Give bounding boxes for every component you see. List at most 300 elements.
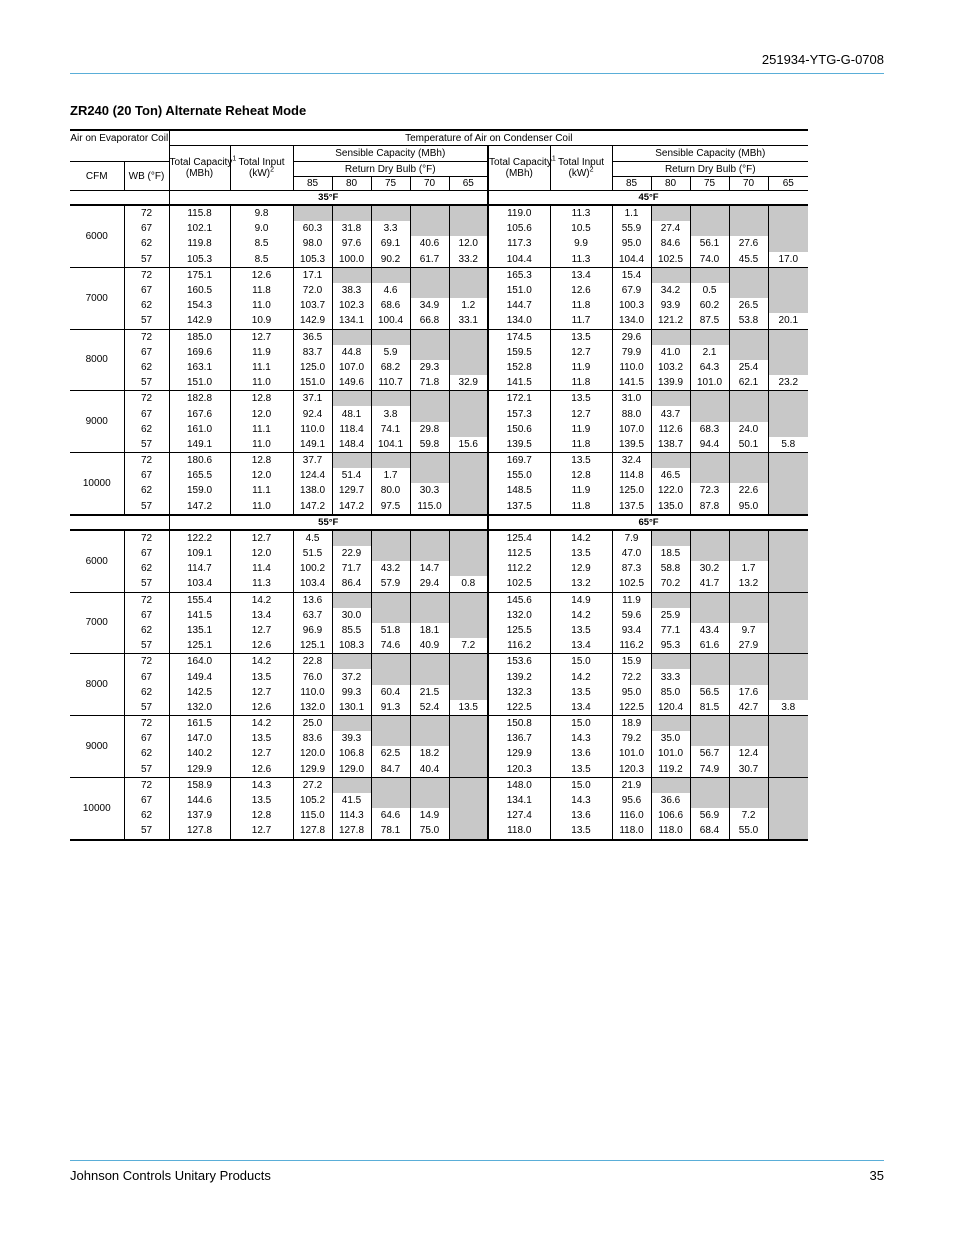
wb-cell: 57 <box>124 762 169 778</box>
sensible-capacity-cell: 44.8 <box>332 345 371 360</box>
sensible-capacity-cell: 116.0 <box>612 808 651 823</box>
sensible-capacity-cell: 72.3 <box>690 483 729 498</box>
sensible-capacity-cell: 29.4 <box>410 576 449 592</box>
sensible-capacity-cell: 91.3 <box>371 700 410 716</box>
wb-cell: 67 <box>124 345 169 360</box>
sensible-capacity-cell: 95.6 <box>612 793 651 808</box>
sensible-capacity-cell: 30.0 <box>332 608 371 623</box>
total-input-cell: 13.5 <box>550 453 612 469</box>
sensible-capacity-cell <box>768 731 808 746</box>
wb-cell: 57 <box>124 437 169 453</box>
sensible-capacity-cell <box>371 205 410 221</box>
total-capacity-cell: 119.8 <box>169 236 230 251</box>
sensible-capacity-cell <box>729 329 768 345</box>
total-capacity-cell: 105.3 <box>169 252 230 268</box>
sensible-capacity-cell: 93.4 <box>612 623 651 638</box>
sensible-capacity-cell <box>332 205 371 221</box>
total-input-cell: 14.2 <box>550 608 612 623</box>
sensible-capacity-cell: 141.5 <box>612 375 651 391</box>
sensible-capacity-cell: 151.0 <box>293 375 332 391</box>
table-row <box>70 746 808 761</box>
sensible-capacity-cell: 102.3 <box>332 298 371 313</box>
right-total-capacity-header: Total Capacity$^1$ (MBh) <box>488 146 550 191</box>
wb-cell: 62 <box>124 561 169 576</box>
sensible-capacity-cell: 24.0 <box>729 422 768 437</box>
total-input-cell: 12.6 <box>230 762 293 778</box>
total-input-cell: 11.9 <box>550 483 612 498</box>
sensible-capacity-cell: 7.2 <box>729 808 768 823</box>
total-capacity-cell: 147.0 <box>169 731 230 746</box>
table-row <box>70 654 808 670</box>
sensible-capacity-cell <box>410 777 449 793</box>
sensible-capacity-cell: 97.6 <box>332 236 371 251</box>
sensible-capacity-cell <box>690 530 729 546</box>
sensible-capacity-cell: 3.8 <box>768 700 808 716</box>
total-input-cell: 11.8 <box>550 298 612 313</box>
total-capacity-cell: 141.5 <box>169 608 230 623</box>
sensible-capacity-cell: 1.7 <box>729 561 768 576</box>
table-row <box>70 375 808 391</box>
total-input-cell: 11.3 <box>550 252 612 268</box>
sensible-capacity-cell: 124.4 <box>293 468 332 483</box>
sensible-capacity-cell <box>410 546 449 561</box>
total-capacity-cell: 169.7 <box>488 453 550 469</box>
db-col-header: 85 <box>612 177 651 191</box>
total-capacity-cell: 103.4 <box>169 576 230 592</box>
sensible-capacity-cell: 83.6 <box>293 731 332 746</box>
sensible-capacity-cell: 78.1 <box>371 823 410 839</box>
sensible-capacity-cell <box>690 406 729 421</box>
sensible-capacity-cell: 38.3 <box>332 283 371 298</box>
total-input-cell: 11.9 <box>230 345 293 360</box>
wb-cell: 62 <box>124 746 169 761</box>
sensible-capacity-cell: 80.0 <box>371 483 410 498</box>
sensible-capacity-cell: 69.1 <box>371 236 410 251</box>
sensible-capacity-cell: 25.0 <box>293 716 332 732</box>
sensible-capacity-cell <box>371 608 410 623</box>
sensible-capacity-cell: 139.9 <box>651 375 690 391</box>
sensible-capacity-cell: 92.4 <box>293 406 332 421</box>
sensible-capacity-cell: 37.2 <box>332 669 371 684</box>
wb-cell: 72 <box>124 267 169 283</box>
sensible-capacity-cell: 129.7 <box>332 483 371 498</box>
sensible-capacity-cell <box>371 530 410 546</box>
sensible-capacity-cell: 86.4 <box>332 576 371 592</box>
sensible-capacity-cell: 102.5 <box>612 576 651 592</box>
sensible-capacity-cell: 107.0 <box>332 360 371 375</box>
sensible-capacity-cell: 57.9 <box>371 576 410 592</box>
sensible-capacity-cell: 134.1 <box>332 313 371 329</box>
sensible-capacity-cell <box>449 468 488 483</box>
sensible-capacity-cell: 14.7 <box>410 561 449 576</box>
sensible-capacity-cell: 40.9 <box>410 638 449 654</box>
sensible-capacity-cell: 83.7 <box>293 345 332 360</box>
sensible-capacity-cell: 106.8 <box>332 746 371 761</box>
total-input-cell: 11.1 <box>230 360 293 375</box>
sensible-capacity-cell: 15.6 <box>449 437 488 453</box>
total-capacity-cell: 122.5 <box>488 700 550 716</box>
sensible-capacity-cell <box>410 530 449 546</box>
total-capacity-cell: 157.3 <box>488 406 550 421</box>
sensible-capacity-cell <box>449 530 488 546</box>
cfm-cell: 6000 <box>70 530 124 592</box>
wb-cell: 67 <box>124 793 169 808</box>
sensible-capacity-cell: 134.0 <box>612 313 651 329</box>
sensible-capacity-cell <box>332 530 371 546</box>
sensible-capacity-cell: 96.9 <box>293 623 332 638</box>
wb-cell: 67 <box>124 731 169 746</box>
wb-cell: 72 <box>124 716 169 732</box>
table-row <box>70 700 808 716</box>
page-number: 35 <box>869 1168 884 1183</box>
sensible-capacity-cell <box>768 205 808 221</box>
table-row <box>70 608 808 623</box>
sensible-capacity-cell <box>690 669 729 684</box>
sensible-capacity-cell: 13.5 <box>449 700 488 716</box>
total-input-cell: 14.3 <box>550 731 612 746</box>
total-input-cell: 13.5 <box>230 793 293 808</box>
sensible-capacity-cell: 5.9 <box>371 345 410 360</box>
sensible-capacity-cell <box>371 546 410 561</box>
sensible-capacity-cell: 37.7 <box>293 453 332 469</box>
total-capacity-cell: 102.1 <box>169 221 230 236</box>
sensible-capacity-cell: 60.3 <box>293 221 332 236</box>
sensible-capacity-cell <box>729 453 768 469</box>
sensible-capacity-cell: 2.1 <box>690 345 729 360</box>
wb-cell: 72 <box>124 777 169 793</box>
air-on-evaporator-spacer <box>70 146 169 162</box>
db-col-header: 80 <box>332 177 371 191</box>
sensible-capacity-cell: 37.1 <box>293 391 332 407</box>
sensible-capacity-cell <box>768 623 808 638</box>
db-col-header: 65 <box>768 177 808 191</box>
sensible-capacity-cell: 87.3 <box>612 561 651 576</box>
total-capacity-cell: 174.5 <box>488 329 550 345</box>
sensible-capacity-cell <box>690 468 729 483</box>
left-total-input-header: Total Input (kW)$^2$ <box>230 146 293 191</box>
sensible-capacity-cell: 100.0 <box>332 252 371 268</box>
sensible-capacity-cell <box>410 793 449 808</box>
total-input-cell: 9.9 <box>550 236 612 251</box>
sensible-capacity-cell <box>690 592 729 608</box>
sensible-capacity-cell: 97.5 <box>371 499 410 515</box>
sensible-capacity-cell <box>449 762 488 778</box>
sensible-capacity-cell <box>332 716 371 732</box>
sensible-capacity-cell <box>690 777 729 793</box>
total-capacity-cell: 112.5 <box>488 546 550 561</box>
sensible-capacity-cell <box>332 453 371 469</box>
sensible-capacity-cell <box>768 608 808 623</box>
sensible-capacity-cell: 88.0 <box>612 406 651 421</box>
total-input-cell: 14.2 <box>550 530 612 546</box>
sensible-capacity-cell: 3.8 <box>371 406 410 421</box>
total-capacity-cell: 102.5 <box>488 576 550 592</box>
wb-cell: 67 <box>124 468 169 483</box>
sensible-capacity-cell <box>690 546 729 561</box>
sensible-capacity-cell: 122.0 <box>651 483 690 498</box>
total-capacity-cell: 165.3 <box>488 267 550 283</box>
sensible-capacity-cell: 18.2 <box>410 746 449 761</box>
sensible-capacity-cell <box>449 592 488 608</box>
sensible-capacity-cell: 62.5 <box>371 746 410 761</box>
sensible-capacity-cell: 22.9 <box>332 546 371 561</box>
section-header-row <box>70 515 808 530</box>
total-capacity-cell: 147.2 <box>169 499 230 515</box>
sensible-capacity-cell <box>768 592 808 608</box>
table-row <box>70 453 808 469</box>
sensible-capacity-cell: 116.2 <box>612 638 651 654</box>
total-capacity-cell: 120.3 <box>488 762 550 778</box>
sensible-capacity-cell: 9.7 <box>729 623 768 638</box>
sensible-capacity-cell: 149.6 <box>332 375 371 391</box>
sensible-capacity-cell: 75.0 <box>410 823 449 839</box>
sensible-capacity-cell: 106.6 <box>651 808 690 823</box>
total-input-cell: 13.4 <box>550 700 612 716</box>
sensible-capacity-cell: 138.0 <box>293 483 332 498</box>
table-row <box>70 546 808 561</box>
total-capacity-cell: 155.0 <box>488 468 550 483</box>
sensible-capacity-cell <box>729 205 768 221</box>
sensible-capacity-cell: 101.0 <box>651 746 690 761</box>
total-capacity-cell: 151.0 <box>169 375 230 391</box>
wb-cell: 57 <box>124 499 169 515</box>
sensible-capacity-cell <box>729 793 768 808</box>
sensible-capacity-cell <box>410 391 449 407</box>
wb-cell: 67 <box>124 546 169 561</box>
wb-cell: 57 <box>124 700 169 716</box>
wb-cell: 62 <box>124 236 169 251</box>
total-capacity-cell: 151.0 <box>488 283 550 298</box>
sensible-capacity-cell: 20.1 <box>768 313 808 329</box>
sensible-capacity-cell <box>449 283 488 298</box>
sensible-capacity-cell <box>371 592 410 608</box>
sensible-capacity-cell: 22.8 <box>293 654 332 670</box>
sensible-capacity-cell <box>729 283 768 298</box>
sensible-capacity-cell <box>651 716 690 732</box>
total-input-cell: 14.2 <box>550 669 612 684</box>
total-input-cell: 12.7 <box>230 623 293 638</box>
total-input-cell: 12.8 <box>230 453 293 469</box>
footer-rule <box>70 1160 884 1161</box>
total-input-cell: 11.8 <box>550 437 612 453</box>
sensible-capacity-cell: 87.5 <box>690 313 729 329</box>
sensible-capacity-cell <box>768 483 808 498</box>
sensible-capacity-cell: 50.1 <box>729 437 768 453</box>
sensible-capacity-cell <box>768 360 808 375</box>
sensible-capacity-cell <box>768 499 808 515</box>
sensible-capacity-cell: 74.9 <box>690 762 729 778</box>
sensible-capacity-cell: 43.7 <box>651 406 690 421</box>
sensible-capacity-cell: 29.6 <box>612 329 651 345</box>
sensible-capacity-cell: 35.0 <box>651 731 690 746</box>
total-capacity-cell: 144.6 <box>169 793 230 808</box>
sensible-capacity-cell: 32.9 <box>449 375 488 391</box>
sensible-capacity-cell <box>729 669 768 684</box>
total-capacity-cell: 135.1 <box>169 623 230 638</box>
sensible-capacity-cell: 42.7 <box>729 700 768 716</box>
sensible-capacity-cell <box>729 592 768 608</box>
sensible-capacity-cell <box>690 654 729 670</box>
total-input-cell: 12.6 <box>230 638 293 654</box>
total-input-cell: 12.0 <box>230 546 293 561</box>
sensible-capacity-cell: 114.3 <box>332 808 371 823</box>
total-capacity-cell: 161.5 <box>169 716 230 732</box>
total-capacity-cell: 136.7 <box>488 731 550 746</box>
total-input-cell: 15.0 <box>550 716 612 732</box>
sensible-capacity-cell <box>690 329 729 345</box>
sensible-capacity-cell <box>651 777 690 793</box>
wb-cell: 67 <box>124 406 169 421</box>
sensible-capacity-cell <box>768 561 808 576</box>
total-input-cell: 14.2 <box>230 592 293 608</box>
total-input-cell: 11.1 <box>230 422 293 437</box>
sensible-capacity-cell <box>449 267 488 283</box>
sensible-capacity-cell: 61.7 <box>410 252 449 268</box>
condenser-temp-label: 45°F <box>488 191 808 206</box>
sensible-capacity-cell: 76.0 <box>293 669 332 684</box>
sensible-capacity-cell <box>449 345 488 360</box>
sensible-capacity-cell <box>410 345 449 360</box>
total-capacity-cell: 125.4 <box>488 530 550 546</box>
sensible-capacity-cell <box>768 406 808 421</box>
table-row <box>70 561 808 576</box>
db-col-header: 70 <box>410 177 449 191</box>
db-col-header: 70 <box>729 177 768 191</box>
sensible-capacity-cell <box>729 546 768 561</box>
sensible-capacity-cell: 108.3 <box>332 638 371 654</box>
sensible-capacity-cell <box>768 576 808 592</box>
wb-cell: 67 <box>124 608 169 623</box>
sensible-capacity-cell: 85.0 <box>651 685 690 700</box>
header-rule <box>70 73 884 74</box>
table-row <box>70 468 808 483</box>
sensible-capacity-cell <box>449 483 488 498</box>
sensible-capacity-cell <box>449 406 488 421</box>
sensible-capacity-cell: 64.3 <box>690 360 729 375</box>
left-return-dry-bulb-header: Return Dry Bulb (°F) <box>293 162 488 177</box>
sensible-capacity-cell <box>651 329 690 345</box>
sensible-capacity-cell: 105.3 <box>293 252 332 268</box>
table-row <box>70 252 808 268</box>
sensible-capacity-cell <box>651 391 690 407</box>
total-input-cell: 13.5 <box>230 669 293 684</box>
total-input-cell: 13.5 <box>550 546 612 561</box>
total-input-cell: 11.3 <box>230 576 293 592</box>
sensible-capacity-cell: 36.5 <box>293 329 332 345</box>
total-input-cell: 12.9 <box>550 561 612 576</box>
sensible-capacity-cell: 125.1 <box>293 638 332 654</box>
sensible-capacity-cell <box>449 823 488 839</box>
sensible-capacity-cell: 17.0 <box>768 252 808 268</box>
sensible-capacity-cell <box>371 453 410 469</box>
sensible-capacity-cell: 110.0 <box>612 360 651 375</box>
sensible-capacity-cell: 11.9 <box>612 592 651 608</box>
total-capacity-cell: 132.0 <box>169 700 230 716</box>
sensible-capacity-cell <box>729 716 768 732</box>
total-capacity-cell: 132.0 <box>488 608 550 623</box>
total-capacity-cell: 142.9 <box>169 313 230 329</box>
sensible-capacity-cell: 100.2 <box>293 561 332 576</box>
sensible-capacity-cell: 103.2 <box>651 360 690 375</box>
sensible-capacity-cell: 93.9 <box>651 298 690 313</box>
total-capacity-cell: 139.5 <box>488 437 550 453</box>
total-input-cell: 12.7 <box>230 746 293 761</box>
sensible-capacity-cell: 1.7 <box>371 468 410 483</box>
sensible-capacity-cell <box>690 608 729 623</box>
sensible-capacity-cell <box>371 654 410 670</box>
wb-cell: 57 <box>124 252 169 268</box>
total-capacity-cell: 122.2 <box>169 530 230 546</box>
sensible-capacity-cell: 41.7 <box>690 576 729 592</box>
total-capacity-cell: 104.4 <box>488 252 550 268</box>
sensible-capacity-cell: 85.5 <box>332 623 371 638</box>
total-input-cell: 11.1 <box>230 483 293 498</box>
sensible-capacity-cell: 1.1 <box>612 205 651 221</box>
sensible-capacity-cell: 55.0 <box>729 823 768 839</box>
db-col-header: 75 <box>371 177 410 191</box>
total-capacity-cell: 114.7 <box>169 561 230 576</box>
table-row <box>70 329 808 345</box>
sensible-capacity-cell: 118.4 <box>332 422 371 437</box>
table-row <box>70 221 808 236</box>
sensible-capacity-cell: 22.6 <box>729 483 768 498</box>
wb-cell: 62 <box>124 298 169 313</box>
sensible-capacity-cell: 34.2 <box>651 283 690 298</box>
total-input-cell: 14.9 <box>550 592 612 608</box>
sensible-capacity-cell: 149.1 <box>293 437 332 453</box>
sensible-capacity-cell: 56.9 <box>690 808 729 823</box>
sensible-capacity-cell <box>449 746 488 761</box>
total-input-cell: 12.7 <box>230 329 293 345</box>
total-capacity-cell: 182.8 <box>169 391 230 407</box>
sensible-capacity-cell: 102.5 <box>651 252 690 268</box>
total-capacity-cell: 105.6 <box>488 221 550 236</box>
sensible-capacity-cell <box>768 746 808 761</box>
total-input-cell: 8.5 <box>230 236 293 251</box>
total-input-cell: 12.0 <box>230 406 293 421</box>
sensible-capacity-cell <box>651 530 690 546</box>
sensible-capacity-cell <box>449 731 488 746</box>
total-capacity-cell: 137.5 <box>488 499 550 515</box>
sensible-capacity-cell: 125.0 <box>612 483 651 498</box>
table-row <box>70 437 808 453</box>
sensible-capacity-cell: 100.3 <box>612 298 651 313</box>
sensible-capacity-cell <box>371 267 410 283</box>
table-row <box>70 731 808 746</box>
sensible-capacity-cell <box>332 391 371 407</box>
total-capacity-cell: 134.1 <box>488 793 550 808</box>
sensible-capacity-cell <box>332 267 371 283</box>
wb-cell: 62 <box>124 685 169 700</box>
sensible-capacity-cell: 90.2 <box>371 252 410 268</box>
sensible-capacity-cell: 94.4 <box>690 437 729 453</box>
sensible-capacity-cell: 25.9 <box>651 608 690 623</box>
sensible-capacity-cell <box>449 777 488 793</box>
sensible-capacity-cell: 121.2 <box>651 313 690 329</box>
table-row <box>70 638 808 654</box>
air-on-evaporator-header: Air on Evaporator Coil <box>70 130 169 146</box>
sensible-capacity-cell: 56.1 <box>690 236 729 251</box>
sensible-capacity-cell: 107.0 <box>612 422 651 437</box>
sensible-capacity-cell: 18.9 <box>612 716 651 732</box>
sensible-capacity-cell <box>410 669 449 684</box>
total-capacity-cell: 112.2 <box>488 561 550 576</box>
db-col-header: 80 <box>651 177 690 191</box>
sensible-capacity-cell: 18.1 <box>410 623 449 638</box>
sensible-capacity-cell <box>729 391 768 407</box>
sensible-capacity-cell: 112.6 <box>651 422 690 437</box>
total-input-cell: 13.6 <box>550 746 612 761</box>
